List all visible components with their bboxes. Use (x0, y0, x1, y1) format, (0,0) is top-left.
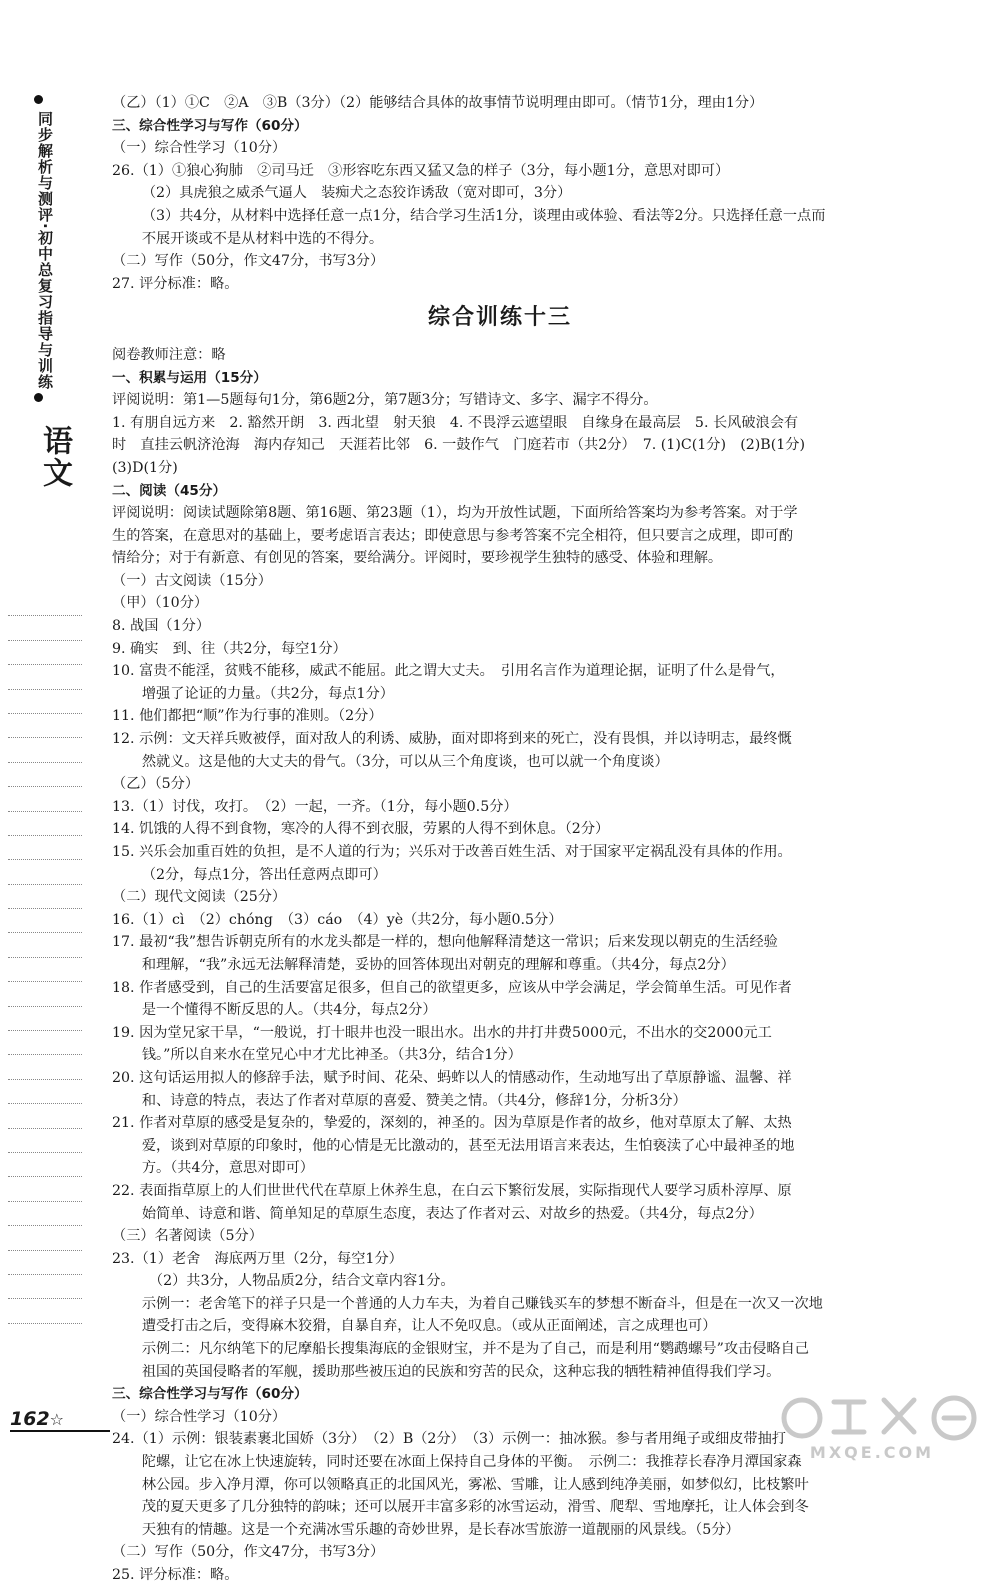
answer-line: （一）综合性学习（10分） (112, 1408, 287, 1425)
note-line (8, 860, 82, 884)
answer-line: （甲）（10分） (112, 595, 209, 612)
answer-line: 遭受打击之后，变得麻木狡猾，自暴自弃，让人不免叹息。（或从正面阐述，言之成理也可） (141, 1318, 717, 1335)
answer-line: 19. 因为堂兄家干旱，“一般说，打十眼井也没一眼出水。出水的井打井费5000元，不出水的交2000元工 (112, 1024, 772, 1041)
note-line (8, 763, 82, 787)
answer-line: 评阅说明：第1—5题每句1分，第6题2分，第7题3分；写错诗文、多字、漏字不得分。 (112, 392, 658, 409)
answer-line: 爱，谈到对草原的印象时，他的心情是无比激动的，甚至无法用语言来表达，生怕亵渎了心中最神圣的地 (141, 1137, 795, 1154)
answer-line: 8. 战国（1分） (112, 618, 211, 635)
answer-line: 10. 富贵不能淫，贫贱不能移，威武不能屈。此之谓大丈夫。 引用名言作为道理论据，证明了什么是骨气， (112, 663, 785, 680)
answer-line: (3)D(1分) (112, 459, 178, 476)
note-line (8, 909, 82, 933)
side-margin (34, 92, 72, 489)
answer-line: 12. 示例：文天祥兵败被俘，面对敌人的利诱、威胁，面对即将到来的死亡，没有畏惧，并以诗明志，最终慨 (112, 731, 792, 748)
answer-content (112, 92, 888, 1587)
note-line (8, 1299, 82, 1323)
section-title: 综合训练十三 (427, 305, 572, 331)
answer-line: 陀螺，让它在冰上快速旋转，同时还要在冰面上保持自己身体的平衡。 示例二：我推荐长春净月潭国家森 (141, 1454, 802, 1471)
answer-line: （二）现代文阅读（25分） (112, 889, 287, 906)
answer-line: 和理解，“我”永远无法解释清楚，妥协的回答体现出对朝克的理解和尊重。（共4分，每点2分） (141, 956, 735, 973)
answer-line: 始简单、诗意和谐、简单知足的草原生态度，表达了作者对云、对故乡的热爱。（共4分，每点2分） (141, 1205, 763, 1222)
answer-line: 增强了论证的力量。（共2分，每点1分） (141, 685, 394, 702)
answer-line: 25. 评分标准：略。 (112, 1567, 239, 1583)
answer-line: 和、诗意的特点，表达了作者对草原的喜爱、赞美之情。（共4分，修辞1分，分析3分） (141, 1092, 687, 1109)
answer-line: （2）共3分，人物品质2分，结合文章内容1分。 (148, 1273, 455, 1290)
note-line (8, 1129, 82, 1153)
note-line (8, 836, 82, 860)
answer-line: 27. 评分标准：略。 (112, 275, 239, 292)
answer-line: （乙）（5分） (112, 776, 200, 793)
answer-line: 生的答案，在意思对的基础上，要考虑语言表达；即使意思与参考答案不完全相符，但只要言之成理，即可酌 (112, 527, 794, 544)
note-line (8, 1055, 82, 1079)
note-line (8, 738, 82, 762)
note-line (8, 592, 82, 616)
answer-line: 天独有的情趣。这是一个充满冰雪乐趣的奇妙世界，是长春冰雪旅游一道靓丽的风景线。（5分） (141, 1521, 740, 1538)
note-line (8, 1031, 82, 1055)
note-line (8, 1275, 82, 1299)
answer-line: 11. 他们都把“顺”作为行事的准则。（2分） (112, 708, 383, 725)
note-line (8, 616, 82, 640)
note-line (8, 1080, 82, 1104)
watermark-url: MXQE.COM (809, 1443, 935, 1462)
answer-line: 示例一：老舍笔下的祥子只是一个普通的人力车夫，为着自己赚钱买车的梦想不断奋斗，但是在一次又一次地 (141, 1295, 823, 1312)
note-line (8, 1202, 82, 1226)
note-line (8, 1153, 82, 1177)
note-line (8, 1007, 82, 1031)
answer-line: 23.（1）老舍 海底两万里（2分，每空1分） (112, 1250, 403, 1267)
answer-line: （乙）（1）①C ②A ③B（3分）（2）能够结合具体的故事情节说明理由即可。（情节1分，理由1分） (112, 95, 764, 111)
star-icon: ☆ (49, 1410, 65, 1429)
bullet-dot-icon (34, 95, 43, 104)
note-line (8, 1177, 82, 1201)
watermark-logo (764, 1392, 986, 1462)
answer-line: 13.（1）讨伐，攻打。 （2）一起，一齐。（1分，每小题0.5分） (112, 798, 518, 815)
answer-line: 21. 作者对草原的感受是复杂的，挚爱的，深刻的，神圣的。因为草原是作者的故乡，他对草原太了解、太热 (112, 1115, 792, 1132)
page-number: 162☆ (10, 1408, 110, 1432)
answer-line: 然就义。这是他的大丈夫的骨气。（3分，可以从三个角度谈，也可以就一个角度谈） (141, 753, 669, 770)
answer-line: 14. 饥饿的人得不到食物，寒冷的人得不到衣服，劳累的人得不到休息。（2分） (112, 821, 610, 838)
answer-line: 18. 作者感受到，自己的生活要富足很多，但自己的欲望更多，应该从中学会满足，学会简单生活。可见作者 (112, 979, 792, 996)
answer-line: 示例二：凡尔纳笔下的尼摩船长搜集海底的金银财宝，并不是为了自己，而是利用“鹦鹉螺号”攻击侵略自己 (141, 1341, 809, 1358)
note-line (8, 690, 82, 714)
answer-line: （一）综合性学习（10分） (112, 140, 287, 157)
note-line (8, 714, 82, 738)
note-line (8, 1226, 82, 1250)
answer-line: 是一个懂得不断反思的人。（共4分，每点2分） (141, 1002, 437, 1019)
answer-line: 祖国的英国侵略者的军舰，援助那些被压迫的民族和穷苦的民众，这种忘我的牺牲精神值得我们学习。 (141, 1363, 781, 1380)
answer-line: 26.（1）①狼心狗肺 ②司马迁 ③形容吃东西又猛又急的样子（3分，每小题1分，意思对即可） (112, 162, 730, 179)
section-heading: 二、阅读（45分） (112, 482, 227, 499)
section-heading: 三、综合性学习与写作（60分） (112, 117, 308, 134)
answer-line: 不展开谈或不是从材料中选的不得分。 (141, 230, 384, 247)
answer-line: 1. 有朋自远方来 2. 豁然开朗 3. 西北望 射天狼 4. 不畏浮云遮望眼 自缘身在最高层 5. 长风破浪会有 (112, 414, 799, 431)
answer-line: 情给分；对于有新意、有创见的答案，要给满分。评阅时，要珍视学生独特的感受、体验和理解。 (112, 550, 723, 567)
answer-line: 林公园。步入净月潭，你可以领略真正的北国风光，雾凇、雪雕，让人感到纯净美丽，如梦似幻，比枝繁叶 (141, 1476, 809, 1493)
bullet-dot-icon (34, 393, 43, 402)
note-line (8, 1104, 82, 1128)
note-line (8, 933, 82, 957)
note-line (8, 641, 82, 665)
note-line (8, 958, 82, 982)
answer-line: 15. 兴乐会加重百姓的负担，是不人道的行为；兴乐对于改善百姓生活、对于国家平定祸乱没有具体的作用。 (112, 844, 792, 860)
section-heading: 三、综合性学习与写作（60分） (112, 1386, 308, 1403)
answer-line: （三）名著阅读（5分） (112, 1228, 263, 1245)
previous-section-tail (112, 92, 888, 295)
answer-line: （一）古文阅读（15分） (112, 572, 272, 589)
answer-line: 钱。”所以自来水在堂兄心中才尤比神圣。（共3分，结合1分） (141, 1047, 522, 1064)
answer-line: 阅卷教师注意：略 (112, 346, 226, 363)
answer-line: （二）写作（50分，作文47分，书写3分） (112, 253, 385, 270)
answer-line: 评阅说明：阅读试题除第8题、第16题、第23题（1），均为开放性试题，下面所给答案均为参考答案。对于学 (112, 505, 798, 522)
answer-line: 17. 最初“我”想告诉朝克所有的水龙头都是一样的，想向他解释清楚这一常识；后来发现以朝克的生活经验 (112, 934, 778, 951)
note-line (8, 812, 82, 836)
answer-line: 方。（共4分，意思对即可） (141, 1160, 314, 1177)
answer-line: （3）共4分，从材料中选择任意一点1分，结合学习生活1分，谈理由或体验、看法等2分。只选择任意一点而 (141, 207, 826, 224)
note-line (8, 787, 82, 811)
answer-line: 9. 确实 到、往（共2分，每空1分） (112, 640, 347, 657)
answer-line: 24.（1）示例：银装素裹北国娇（3分） （2）B（2分） （3）示例一：抽冰猴。参与者用绳子或细皮带抽打 (112, 1431, 786, 1448)
answer-line: （2分，每点1分，答出任意两点即可） (141, 866, 387, 883)
answer-line: 16.（1）cì （2）chóng （3）cáo （4）yè（共2分，每小题0.5分） (112, 911, 563, 928)
answer-line: 20. 这句话运用拟人的修辞手法，赋予时间、花朵、蚂蚱以人的情感动作，生动地写出了草原静谧、温馨、祥 (112, 1069, 792, 1086)
section-heading: 一、积累与运用（15分） (112, 369, 267, 386)
answer-line: 时 直挂云帆济沧海 海内存知己 天涯若比邻 6. 一鼓作气 门庭若市（共2分） 7. (1)C(1分) (2)B(1分) (112, 437, 806, 454)
subject-label: 语文 (37, 424, 72, 489)
answer-line: （二）写作（50分，作文47分，书写3分） (112, 1544, 385, 1561)
series-title: 同步解析与测评·初中总复习指导与训练 (36, 111, 54, 390)
note-line (8, 982, 82, 1006)
logo-strokes (784, 1398, 974, 1438)
answer-line: 茂的夏天更多了几分独特的韵味；还可以展开丰富多彩的冰雪运动，滑雪、爬犁、雪地摩托，让人体会到冬 (141, 1499, 809, 1516)
margin-note-lines (8, 592, 82, 1324)
note-line (8, 885, 82, 909)
answer-line: （2）具虎狼之威杀气逼人 装痴犬之态狡诈诱敌（宽对即可，3分） (141, 185, 572, 202)
note-line (8, 665, 82, 689)
answer-line: 22. 表面指草原上的人们世世代代在草原上休养生息，在白云下繁衍发展，实际指现代人要学习质朴淳厚、原 (112, 1182, 792, 1199)
note-line (8, 1251, 82, 1275)
